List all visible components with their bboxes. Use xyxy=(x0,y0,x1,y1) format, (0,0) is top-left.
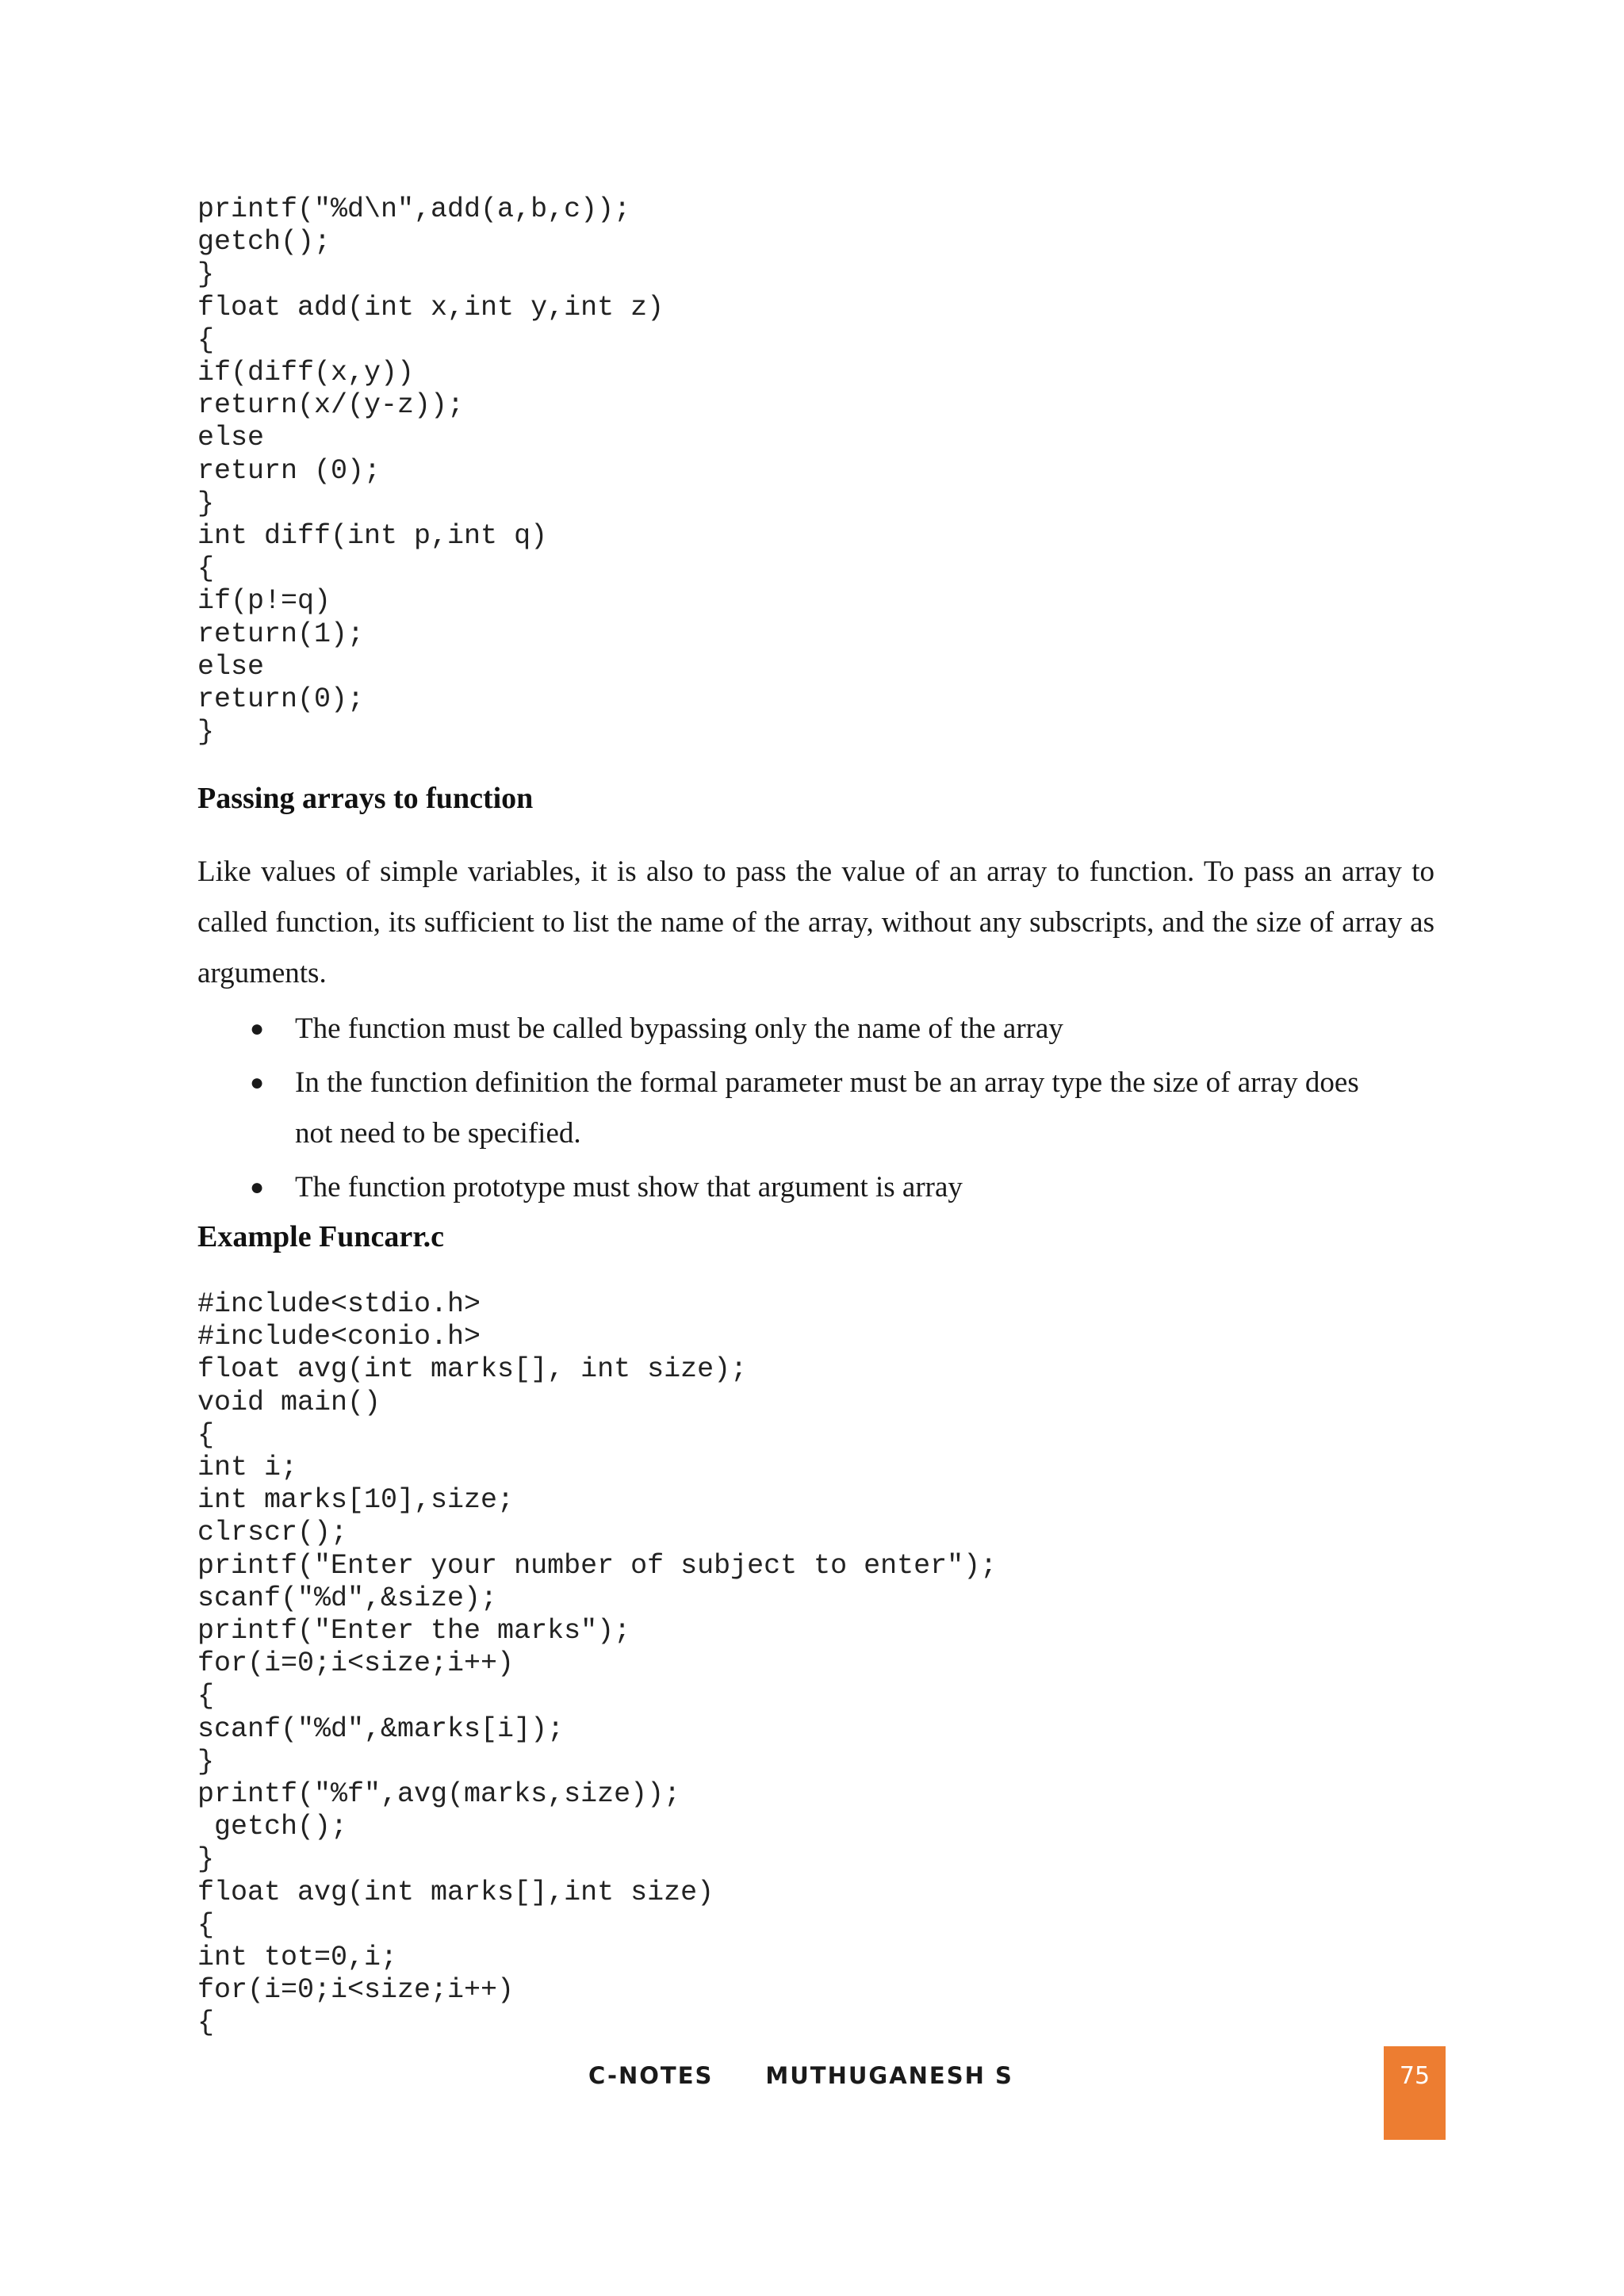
bullet-icon: ● xyxy=(250,1174,265,1200)
code-block-top: printf("%d\n",add(a,b,c)); getch(); } float add(int x,int y,int z) { if(diff(x,y)) return(x/(y-z)); else return (0); } int diff(int p,int q) { if(p!=q) return(1); else return(0); } xyxy=(197,193,665,748)
bullet-list xyxy=(197,1004,1434,1216)
page-number: 75 xyxy=(1399,2062,1431,2090)
section-heading: Passing arrays to function xyxy=(197,782,534,815)
page-footer xyxy=(588,2062,1013,2089)
list-item xyxy=(197,1162,1434,1213)
list-item-text: In the function definition the formal parameter must be an array type the size of array does not need to be specified. xyxy=(295,1066,1359,1150)
footer-author: MUTHUGANESH S xyxy=(765,2062,1013,2089)
list-item xyxy=(197,1058,1434,1159)
page-number-badge xyxy=(1384,2046,1446,2140)
footer-title: C-NOTES xyxy=(588,2062,714,2089)
bullet-icon: ● xyxy=(250,1070,265,1096)
list-item xyxy=(197,1004,1434,1054)
intro-paragraph: Like values of simple variables, it is also to pass the value of an array to function. To pass an array to called function, its sufficient to list the name of the array, without any subscripts, and the size of array as arguments. xyxy=(197,855,1434,989)
list-item-text: The function must be called bypassing only the name of the array xyxy=(295,1012,1063,1045)
code-block-bottom: #include<stdio.h> #include<conio.h> float avg(int marks[], int size); void main() { int i; int marks[10],size; clrscr(); printf("Enter your number of subject to enter"); scanf("%d",&size); printf("Enter the marks"); for(i=0;i<size;i++) { scanf("%d",&marks[i]); } printf("%f",avg(marks,size)); getch(); } float avg(int marks[],int size) { int tot=0,i; for(i=0;i<size;i++) { xyxy=(197,1288,998,2039)
example-heading: Example Funcarr.c xyxy=(197,1220,445,1253)
list-item-text: The function prototype must show that argument is array xyxy=(295,1171,963,1203)
bullet-icon: ● xyxy=(250,1016,265,1042)
